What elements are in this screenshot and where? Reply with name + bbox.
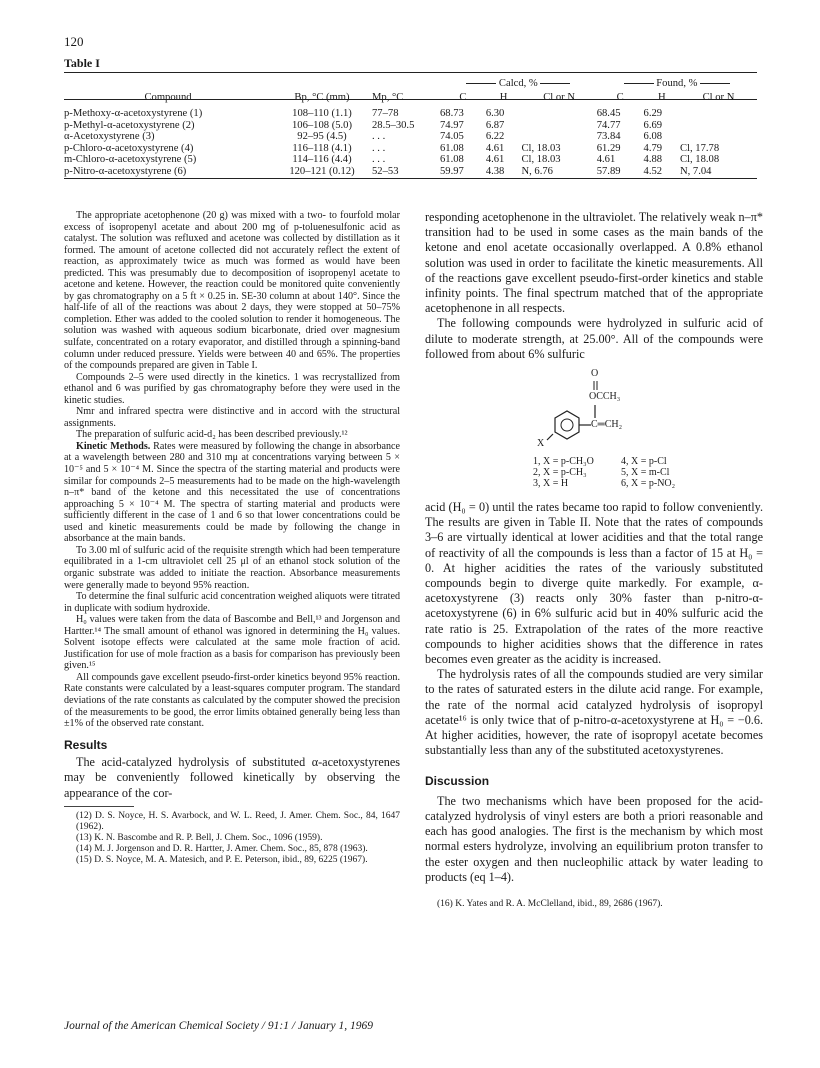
table-header-row [64, 92, 757, 108]
table-cell-calc-x: N, 6.76 [521, 165, 553, 177]
footnote-14: (14) M. J. Jorgenson and D. R. Hartter, J. Amer. Chem. Soc., 85, 878 (1963). [76, 843, 368, 854]
table-cell-bp: 106–108 (5.0) [291, 119, 353, 131]
table-cell-mp: 77–78 [372, 108, 399, 119]
table-cell-found-c: 68.45 [596, 108, 621, 119]
paragraph-results: The acid-catalyzed hydrolysis of substituted α-acetoxystyrenes may be conveniently followed kinetically by observing the appearance of the cor- [64, 755, 400, 800]
left-column [64, 210, 400, 866]
table-cell-compound: α-Acetoxystyrene (3) [64, 131, 155, 142]
table-cell-found-x: N, 7.04 [679, 165, 712, 177]
col-header-calc-h: H [499, 92, 508, 103]
kinetic-methods-heading: Kinetic Methods. [76, 440, 151, 452]
paragraph-h0-values: H₀ values were taken from the data of Bascombe and Bell,¹³ and Jorgenson and Hartter.¹⁴ The small amount of ethanol was ignored in determining the H₀ values. Solvent isotope effects were calculated at the same mole fraction of acid. Justification for use of mole fraction as a basis for comparison has previously been given.¹⁵ [64, 614, 400, 672]
table-row [64, 108, 757, 120]
structure-labels-left [533, 456, 594, 489]
table-cell-compound: m-Chloro-α-acetoxystyrene (5) [64, 154, 197, 165]
table-cell-compound: p-Chloro-α-acetoxystyrene (4) [64, 142, 194, 154]
table-cell-calc-c: 74.05 [440, 131, 464, 142]
table-row [64, 131, 757, 143]
table-cell-found-c: 73.84 [596, 131, 621, 142]
table-cell-calc-x: Cl, 18.03 [521, 154, 561, 165]
table-cell-compound: p-Nitro-α-acetoxystyrene (6) [64, 165, 187, 177]
table-cell-calc-h: 4.61 [485, 154, 505, 165]
table-cell-calc-h: 6.87 [485, 119, 505, 131]
table-cell-found-h: 6.69 [643, 119, 663, 131]
table-cell-calc-x [521, 120, 596, 132]
table-cell-found-x [680, 131, 757, 143]
table-cell-calc-x [521, 108, 596, 120]
structure-label-occh3: OCCH₃ [589, 391, 621, 403]
col-header-mp: Mp, °C [372, 92, 404, 103]
table-group-header-row [64, 78, 757, 92]
table-cell-found-x [680, 108, 757, 120]
table-cell-calc-c: 59.97 [440, 165, 464, 177]
table-cell-found-x: Cl, 17.78 [679, 142, 720, 154]
paragraph-spectra: Nmr and infrared spectra were distinctive and in accord with the structural assignments. [64, 406, 400, 429]
table-cell-bp: 120–121 (0.12) [289, 165, 355, 177]
table-cell-found-x: Cl, 18.08 [679, 154, 720, 165]
table-cell-compound: p-Methoxy-α-acetoxystyrene (1) [64, 108, 203, 119]
footnote-13: (13) K. N. Bascombe and R. P. Bell, J. Chem. Soc., 1096 (1959). [76, 832, 323, 843]
kinetic-methods-text: Rates were measured by following the change in absorbance at a wavelength between 280 and 310 mμ at concentrations varying between 5 × 10⁻⁵ and 5 × 10⁻⁴ M. Since the spectra of the starting material and products were similar for compounds 2–5 measurements had to be made on the high-wavelength n–π* band of the ketone and this necessitated the use of concentrations approaching 5 × 10⁻⁴ M. The spectra of starting material and products were sufficiently different in the case of 1 and 6 so that lower concentrations could be used and kinetic measurements could be made by following the change in absorbance at the main bands. [64, 440, 400, 545]
col-header-calc-c: C [459, 92, 467, 103]
col-header-found-h: H [657, 92, 666, 103]
paragraph-kinetic-methods [64, 441, 400, 545]
paragraph-compounds: Compounds 2–5 were used directly in the kinetics. 1 was recrystallized from ethanol and 6 was purified by gas chromatography before they were used in the kinetic studies. [64, 371, 400, 406]
structure-label-3: 3, X = H [533, 478, 569, 490]
footnote-15: (15) D. S. Noyce, M. A. Matesich, and P. E. Peterson, ibid., 89, 6225 (1967). [76, 854, 368, 865]
table-cell-found-h: 4.88 [643, 154, 663, 165]
paragraph-titration: To determine the final sulfuric acid concentration weighed aliquots were titrated in duplicate with sodium hydroxide. [64, 591, 400, 614]
col-header-bp: Bp, °C (mm) [294, 92, 350, 103]
table-cell-found-h: 6.29 [643, 108, 663, 119]
results-heading: Results [64, 737, 108, 752]
table-cell-bp: 92–95 (4.5) [297, 131, 347, 142]
table-header-rule [64, 99, 757, 100]
table-cell-found-h: 4.52 [643, 165, 663, 177]
table-cell-mp: 52–53 [372, 165, 399, 177]
paragraph-sulfuric-acid-d2: The preparation of sulfuric acid-d₂ has been described previously.¹² [76, 429, 348, 441]
table-cell-found-c: 57.89 [596, 165, 621, 177]
table-cell-calc-c: 68.73 [440, 108, 464, 119]
col-header-calc-x: Cl or N [543, 92, 575, 103]
table-cell-found-h: 4.79 [643, 142, 663, 154]
table-cell-calc-x [521, 131, 596, 143]
table-cell-calc-h: 6.30 [485, 108, 505, 119]
table-cell-calc-x: Cl, 18.03 [521, 142, 561, 154]
table-cell-found-x [680, 120, 757, 132]
table-cell-mp: . . . [372, 154, 386, 165]
table-cell-mp: . . . [372, 131, 386, 142]
col-header-compound: Compound [144, 92, 192, 103]
table-cell-bp: 116–118 (4.1) [292, 142, 352, 154]
table-cell-mp: . . . [372, 142, 386, 154]
structure-label-o: O [591, 368, 599, 380]
page-number: 120 [64, 34, 84, 49]
footnote-12: (12) D. S. Noyce, H. S. Avarbock, and W. L. Reed, J. Amer. Chem. Soc., 84, 1647 (1962). [76, 810, 400, 832]
table-row [64, 154, 757, 166]
col-header-found-c: C [616, 92, 624, 103]
footnotes [64, 811, 400, 866]
table-title: Table I [64, 56, 100, 70]
table-cell-calc-c: 74.97 [440, 119, 464, 131]
table-top-rule [64, 72, 757, 73]
paragraph-uv: responding acetophenone in the ultraviolet. The relatively weak n–π* transition had to be used in some cases as the main bands of the ketone and enol acetate occasionally overlapped. A 0.8% ethanol solution was used in order to facilitate the kinetic measurements. All of the reactions gave excellent pseudo-first-order kinetics and stable infinity points. The final spectrum matched that of the appropriate acetophenone in all respects. [425, 210, 763, 316]
footnote-rule [64, 806, 134, 807]
right-column [425, 210, 763, 910]
table-cell-found-c: 61.29 [596, 142, 621, 154]
table-cell-found-h: 6.08 [643, 131, 663, 142]
data-table [64, 78, 757, 177]
table-cell-found-c: 74.77 [596, 119, 621, 131]
table-cell-mp: 28.5–30.5 [372, 119, 415, 131]
table-cell-calc-h: 4.38 [485, 165, 505, 177]
structure-label-x: X [537, 438, 545, 450]
table-cell-calc-c: 61.08 [440, 142, 464, 154]
table-body [64, 108, 757, 177]
benzene-ring [555, 411, 579, 439]
structure-label-6: 6, X = p-NO₂ [621, 478, 676, 490]
footnote-16: (16) K. Yates and R. A. McClelland, ibid., 89, 2686 (1967). [437, 898, 663, 909]
table-cell-calc-h: 6.22 [485, 131, 505, 142]
table-bottom-rule [64, 178, 757, 179]
paragraph-compounds-hydrolyzed: The following compounds were hydrolyzed in sulfuric acid of dilute to moderate strength, at 25.00°. All of the compounds were followed from about 6% sulfuric [425, 316, 763, 361]
table-row [64, 143, 757, 155]
paragraph-rate-constants: All compounds gave excellent pseudo-first-order kinetics beyond 95% reaction. Rate constants were calculated by a least-squares computer program. The standard deviations of the rate constants as calculated by the computer showed the precision of the measurements to be good, the error limits obtained generally being less than ±1% of the observed rate constant. [64, 671, 400, 730]
structure-label-1: 1, X = p-CH₃O [533, 456, 594, 468]
paragraph-results-table: acid (H₀ = 0) until the rates became too rapid to follow conveniently. The results are given in Table II. Note that the rates of compounds 3–6 are virtually identical at lower acidities and that the total range of reactivity of all the compounds is less than a factor of 15 at H₀ = 0. At higher acidities the rates of the variously substituted compounds begin to diverge quite markedly. For example, α-acetoxystyrene (3) reacts only 30% faster than p-nitro-α-acetoxystyrene (6) in 6% sulfuric acid but in 40% sulfuric acid the rate ratio is 25. Extrapolation of the rates of the more reactive compounds to higher acidities shows that the difference in rates becomes even greater as the acidity is increased. [425, 500, 763, 667]
table-row [64, 120, 757, 132]
journal-footer: Journal of the American Chemical Society / 91:1 / January 1, 1969 [64, 1020, 373, 1032]
x-substituent-bond [547, 434, 553, 440]
discussion-heading: Discussion [425, 774, 490, 789]
table-cell-compound: p-Methyl-α-acetoxystyrene (2) [64, 119, 195, 131]
structure-label-4: 4, X = p-Cl [621, 456, 667, 468]
table-cell-bp: 114–116 (4.4) [292, 154, 352, 165]
col-header-found-x: Cl or N [702, 92, 735, 103]
table-cell-calc-c: 61.08 [440, 154, 464, 165]
structure-label-2: 2, X = p-CH₃ [533, 467, 587, 479]
structure-label-cch2: C═CH₂ [591, 419, 623, 431]
table-cell-bp: 108–110 (1.1) [292, 108, 352, 119]
chemical-structure [425, 368, 763, 496]
paragraph-mechanisms: The two mechanisms which have been proposed for the acid-catalyzed hydrolysis of vinyl esters are both a priori reasonable and each has good analogies. The first is the mechanism by which most normal esters hydrolyze, involving an equilibrium proton transfer to the ester oxygen and then nucleophilic attack by water leading to products (eq 1–4). [425, 793, 763, 884]
paragraph-preparation: The appropriate acetophenone (20 g) was mixed with a two- to fourfold molar excess of isopropenyl acetate and about 200 mg of p-toluenesulfonic acid as catalyst. The solution was refluxed and acetone was collected by distillation as it formed. The amount of acetone collected did not accurately reflect the extent of reaction, as approximately twice as much was formed as would have been predicted. This was presumably due to decomposition of isopropenyl acetate to acetone and ketene. However, the reaction could be monitored quite conveniently by gas chromatography on a 5 ft × 0.25 in. SE-30 column at about 140°. Since the half-life of all of the reactions was about 2 days, they were stopped at 50–75% completion. Ether was added to the cooled solution to render it homogeneous. The solution was washed with aqueous sodium bicarbonate, dried over magnesium sulfate, concentrated on a rotary evaporator, and distilled through a spinning-band column under reduced pressure. Yields were between 40 and 65%. The properties of the compounds prepared are given in Table I. [64, 210, 400, 372]
found-group-header: Found, % [597, 78, 757, 92]
table-cell-calc-h: 4.61 [485, 142, 505, 154]
calcd-group-header: Calcd, % [440, 78, 597, 92]
paragraph-procedure: To 3.00 ml of sulfuric acid of the requisite strength which had been temperature equilibrated in a 1-cm ultraviolet cell 25 μl of an ethanol stock solution of the organic substrate was added to initiate the reaction. Absorbance measurements were generally made to beyond 95% reaction. [64, 544, 400, 591]
aromatic-circle [561, 419, 573, 431]
table-cell-found-c: 4.61 [596, 154, 616, 165]
table-row [64, 166, 757, 178]
structure-label-5: 5, X = m-Cl [621, 467, 670, 479]
paragraph-hydrolysis-rates: The hydrolysis rates of all the compounds studied are very similar to the rates of saturated esters in the dilute acid range. For example, the rate of the normal acid catalyzed hydrolysis of isopropyl acetate¹⁶ is only twice that of p-nitro-α-acetoxystyrene at H₀ = −0.6. At higher acidities, however, the rate of isopropyl acetate becomes substantially less than any of the substituted acetoxystyrenes. [425, 667, 763, 758]
structure-labels-right [621, 456, 675, 489]
